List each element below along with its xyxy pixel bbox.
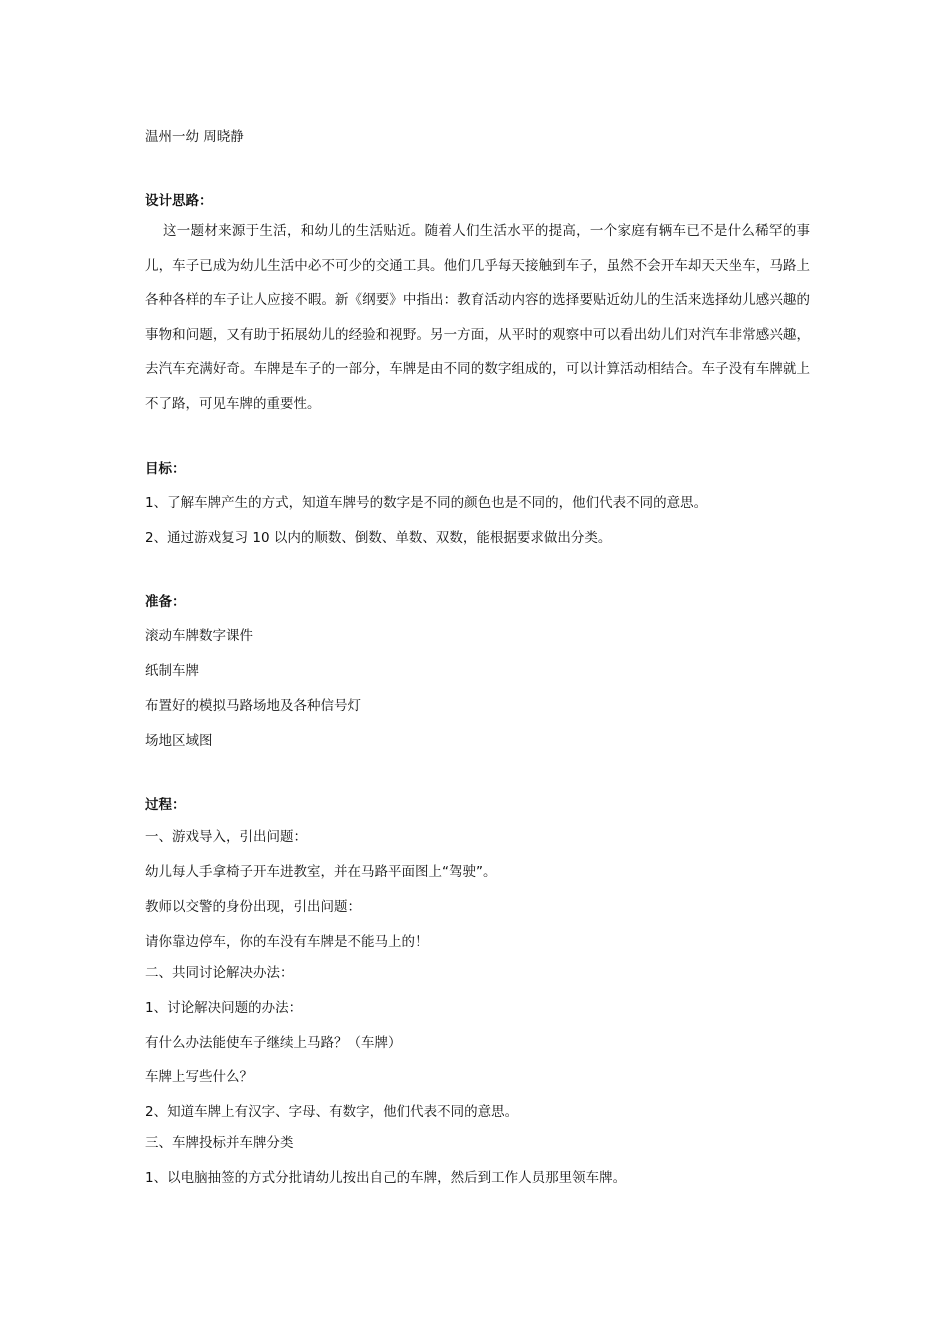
prep-heading: 准备： (145, 594, 186, 610)
process-item-3: 教师以交警的身份出现，引出问题： (145, 899, 361, 915)
prep-item-1: 滚动车牌数字课件 (145, 628, 253, 644)
process-item-9: 2、知道车牌上有汉字、字母、有数字，他们代表不同的意思。 (145, 1104, 519, 1120)
process-item-5: 二、共同讨论解决办法： (145, 965, 294, 981)
prep-item-3: 布置好的模拟马路场地及各种信号灯 (145, 698, 361, 714)
author-line: 温州一幼 周晓静 (145, 129, 244, 145)
process-item-10: 三、车牌投标并车牌分类 (145, 1135, 294, 1151)
goals-heading: 目标： (145, 461, 186, 477)
process-heading: 过程： (145, 797, 186, 813)
design-paragraph: 这一题材来源于生活，和幼儿的生活贴近。随着人们生活水平的提高，一个家庭有辆车已不是什么稀罕的事儿，车子已成为幼儿生活中必不可少的交通工具。他们几乎每天接触到车子，虽然不会开车却天天坐车，马路上各种各样的车子让人应接不暇。新《纲要》中指出：教育活动内容的选择要贴近幼儿的生活来选择幼儿感兴趣的事物和问题，又有助于拓展幼儿的经验和视野。另一方面，从平时的观察中可以看出幼儿们对汽车非常感兴趣，去汽车充满好奇。车牌是车子的一部分，车牌是由不同的数字组成的，可以计算活动相结合。车子没有车牌就上不了路，可见车牌的重要性。 (145, 223, 810, 412)
goal-item-2: 2、通过游戏复习 10 以内的顺数、倒数、单数、双数，能根据要求做出分类。 (145, 530, 612, 546)
goal-item-1: 1、了解车牌产生的方式，知道车牌号的数字是不同的颜色也是不同的，他们代表不同的意思。 (145, 495, 708, 511)
prep-item-4: 场地区域图 (145, 733, 213, 749)
process-item-11: 1、以电脑抽签的方式分批请幼儿按出自己的车牌，然后到工作人员那里领车牌。 (145, 1170, 627, 1186)
process-item-4: 请你靠边停车，你的车没有车牌是不能马上的！ (145, 934, 429, 950)
process-item-7: 有什么办法能使车子继续上马路？（车牌） (145, 1035, 402, 1051)
prep-item-2: 纸制车牌 (145, 663, 199, 679)
process-item-2: 幼儿每人手拿椅子开车进教室，并在马路平面图上“驾驶”。 (145, 864, 497, 880)
process-item-8: 车牌上写些什么？ (145, 1069, 253, 1085)
design-heading: 设计思路： (145, 193, 213, 209)
process-item-6: 1、讨论解决问题的办法： (145, 1000, 303, 1016)
process-item-1: 一、游戏导入，引出问题： (145, 829, 307, 845)
